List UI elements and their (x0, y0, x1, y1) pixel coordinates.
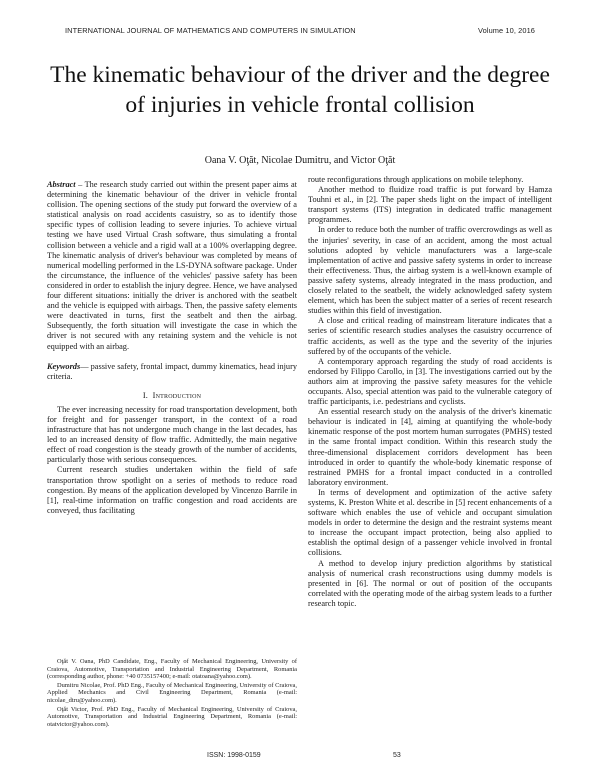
body-paragraph: A method to develop injury prediction algorithms by statistical analysis of numerical crash reconstructions using dummy models is presented in [6]. The normal or out of position of the occupants correlated with the operating mode of the airbag system leads to a further research topic. (308, 558, 552, 608)
body-paragraph: The ever increasing necessity for road transportation development, both for freight and for passenger transport, in the context of a road infrastructure that has not undergone much change in the last decades, has led to an increased density of flow traffic. Admittedly, the main negative effect of road congestion is the steady growth of the number of accidents, particularly those with serious consequences. (47, 404, 297, 465)
footnote: Oţăt Victor, Prof. PhD Eng., Faculty of Mechanical Engineering, University of Craiova, Automotive, Transportation and Industrial Engineering Department, Romania (e-mail: otatvictor@yahoo.com). (47, 705, 297, 728)
abstract-label: Abstract (47, 180, 76, 189)
keywords (47, 362, 297, 382)
section-title: Introduction (152, 390, 202, 400)
body-paragraph: Another method to fluidize road traffic is put forward by Hamza Touhni et al., in [2]. The paper sheds light on the impact of intelligent transport systems (ITS) integration in dedicated traffic management programmes. (308, 185, 552, 225)
issn-label: ISSN: 1998-0159 (207, 752, 261, 759)
abstract (47, 180, 297, 352)
body-paragraph: route reconfigurations through applications on mobile telephony. (308, 175, 524, 184)
body-paragraph: In terms of development and optimization of the active safety systems, K. Preston White et al. describe in [5] recent enhancements of a software which enables the use of vehicle and occupant simulation models in order to determine the design and the restraint systems meant to increase the occupant impact protection, being also applied to establish the optimal design of a passenger vehicle involved in frontal collisions. (308, 487, 552, 558)
footnote: Oţăt V. Oana, PhD Candidate, Eng., Faculty of Mechanical Engineering, University of Craiova, Automotive, Transportation and Industrial Engineering Department, Romania (corresponding author, phone: +40 0735157400; e-mail: otatoana@yahoo.com). (47, 658, 297, 681)
left-column (47, 180, 297, 516)
running-header (65, 26, 535, 40)
footnote: Dumitru Nicolae, Prof. PhD Eng., Faculty of Mechanical Engineering, University of Craiova, Applied Mechanics and Civil Engineering Department, Romania (e-mail: nicolae_dtru@yahoo.com). (47, 681, 297, 704)
journal-name: INTERNATIONAL JOURNAL OF MATHEMATICS AND COMPUTERS IN SIMULATION (65, 26, 356, 35)
paper-title: The kinematic behaviour of the driver and the degree of injuries in vehicle frontal collision (50, 62, 550, 118)
body-paragraph: An essential research study on the analysis of the driver's kinematic behaviour is indicated in [4], aiming at quantifying the whole-body kinematic response of the post mortem human surrogates (PMHS) tested in the same frontal impact condition. Within this research study the three-dimensional displacement corridors development has been introduced in order to quantify the whole-body kinematic response of restrained PMHS for a frontal impact conducted in a controlled laboratory environment. (308, 407, 552, 487)
author-footnotes (47, 658, 297, 729)
keywords-text: — passive safety, frontal impact, dummy kinematics, head injury criteria. (47, 361, 297, 381)
section-number: I. (142, 390, 149, 400)
volume-label: Volume 10, 2016 (478, 26, 535, 35)
abstract-text: – The research study carried out within the present paper aims at determining the kinematic behaviour of the driver in vehicle frontal collision. The opening sections of the study put forward the overview of a statistical analysis on road accidents casuistry, so as to identify those specific types of collision leading to severe injuries. To achieve virtual testing we have used Virtual Crash software, thus simulating a frontal collision between a vehicle and a rigid wall at a 100% overlapping degree. The kinematic analysis of driver's behaviour was completed by means of numerical modelling performed in the LS-DYNA software package. Under the circumstance, the influence of the vehicles' passive safety has been considered in order to establish the injury degree. Hence, we have analysed four different situations: initially the driver is anchored with the seatbelt and the vehicle is equipped with airbags. Then, the passive safety elements were deactivated in turns, first the seatbelt and then the airbag. Subsequently, the forth situation will investigate the case in which the driver is not secured with any retaining system and the vehicle is not equipped with an airbag. (47, 180, 297, 351)
body-paragraph: In order to reduce both the number of traffic overcrowdings as well as the injuries' severity, in case of an accident, among the most actual solutions adopted by vehicle manufacturers was a large-scale implementation of active and passive safety systems in order to increase their effectiveness. Thus, the airbag system is a well-known example of passive safety systems, already integrated in the mass production, and closely related to the seatbelt, the widely acknowledged safety system element, which has been the subject matter of a series of recent research studies within this field of investigation. (308, 225, 552, 316)
section-heading (47, 391, 297, 401)
body-paragraph: A contemporary approach regarding the study of road accidents is endorsed by Filippo Carollo, in [3]. The investigations carried out by the authors aim at improving the passive safety measures for the vehicle occupants. Also, special attention was paid to the vulnerable category of traffic participants, i.e. pedestrians and cyclists. (308, 356, 552, 407)
author-line: Oana V. Oţăt, Nicolae Dumitru, and Victor Oţăt (204, 155, 396, 166)
keywords-label: Keywords (47, 361, 81, 371)
page-number: 53 (393, 752, 401, 759)
page-footer (0, 752, 600, 764)
right-column (308, 175, 552, 609)
body-paragraph: Current research studies undertaken within the field of safe transportation throw spotlight on a series of methods to reduce road congestion. By means of the application developed by Vincenzo Barrile in [1], real-time information on traffic congestion and road accidents are conveyed, thus facilitating (47, 465, 297, 515)
body-paragraph: A close and critical reading of mainstream literature indicates that a series of scientific research studies analyses the casuistry occurrence of traffic accidents, as well as the type and the severity of the injuries suffered by of the occupants of the vehicle. (308, 316, 552, 356)
